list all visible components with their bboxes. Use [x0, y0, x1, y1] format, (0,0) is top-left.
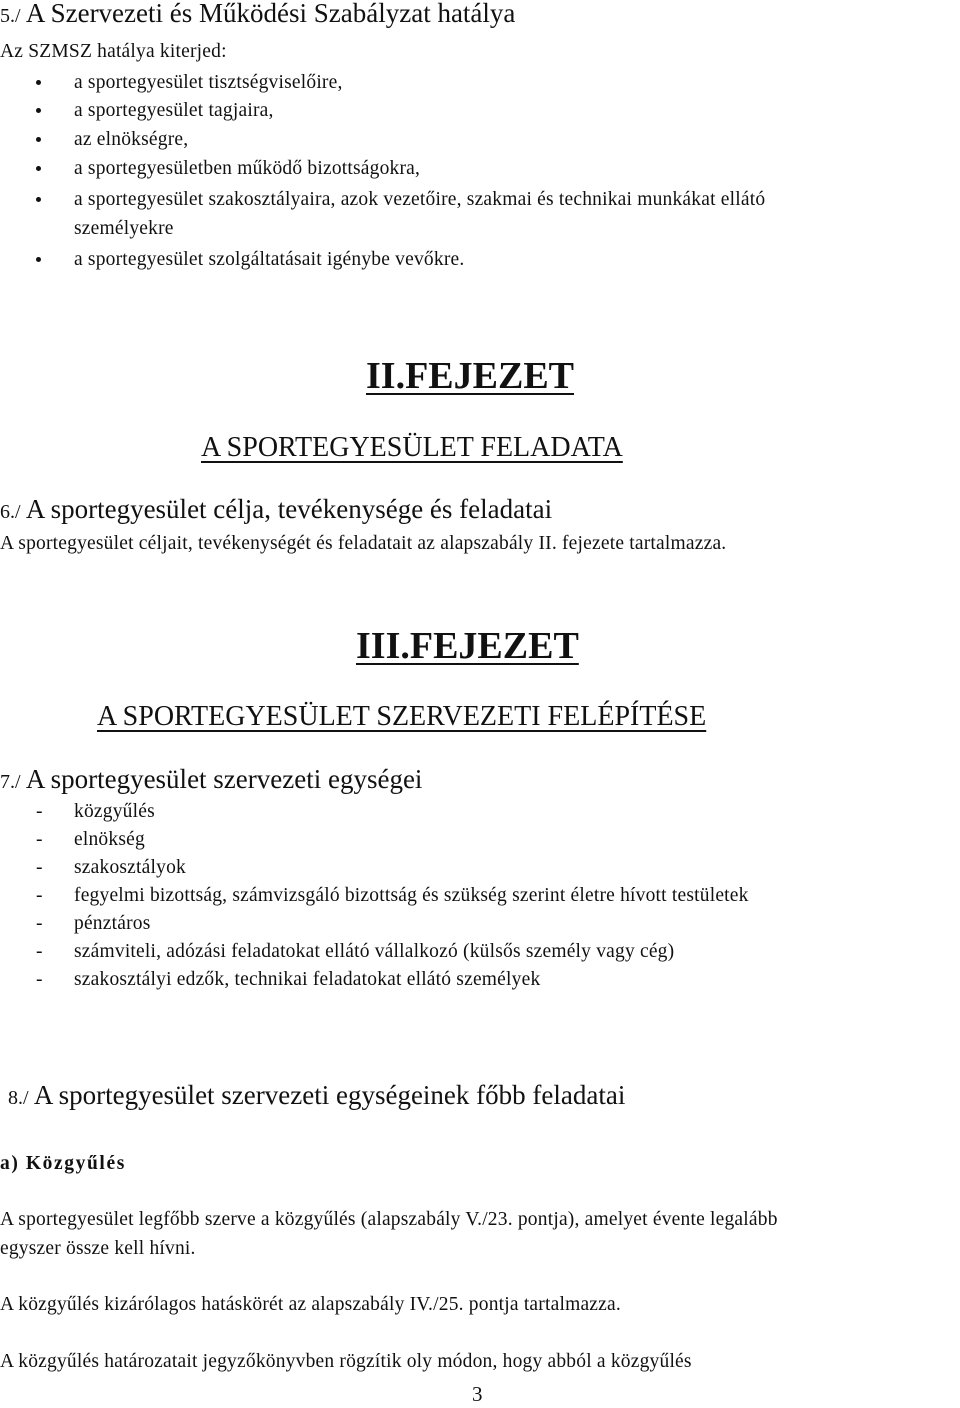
- section-8-number: 8./: [8, 1087, 29, 1109]
- bullet-icon: [36, 137, 41, 142]
- bullet-icon: [36, 257, 41, 262]
- paragraph-1-line-2: egyszer össze kell hívni.: [0, 1238, 196, 1259]
- chapter-2-subtitle: A SPORTEGYESÜLET FELADATA: [201, 432, 623, 463]
- page-number: 3: [472, 1382, 483, 1406]
- bullet-icon: [36, 80, 41, 85]
- paragraph-3: A közgyűlés határozatait jegyzőkönyvben rögzítik oly módon, hogy abból a közgyűlés: [0, 1351, 692, 1372]
- bullet-icon: [36, 108, 41, 113]
- chapter-3-title: III.FEJEZET: [356, 625, 579, 667]
- section-6-number: 6./: [0, 501, 21, 523]
- section-5-number: 5./: [0, 5, 21, 27]
- chapter-3-subtitle: A SPORTEGYESÜLET SZERVEZETI FELÉPÍTÉSE: [97, 701, 707, 732]
- section-7-heading: [0, 764, 422, 795]
- document-page: 5./ A Szervezeti és Működési Szabályzat hatálya Az SZMSZ hatálya kiterjed: a sportegyesület tisztségviselőire, a sportegyesület tagjaira, az elnökségre, a sportegyesületben működő bizottságokra, a sportegyesület szakosztályaira, azok vezetőire, szakmai és technikai munkákat ellátó személyekre a sportegyesület szolgáltatásait igénybe vevőkre. II.FEJEZET A SPORTEGYESÜLET FELADATA 6./ A sportegyesület célja, tevékenysége és feladatai A sportegyesület céljait, tevékenységét és feladatait az alapszabály II. fejezete tartalmazza. III.FEJEZET A SPORTEGYESÜLET SZERVEZETI FELÉPÍTÉSE 7./ A sportegyesület szervezeti egységei - közgyűlés - elnökség - szakosztályok - fegyelmi bizottság, számvizsgáló bizottság és szükség szerint életre hívott testületek - pénztáros - számviteli, adózási feladatokat ellátó vállalkozó (külsős személy vagy cég) - szakosztályi edzők, technikai feladatokat ellátó személyek 8./ A sportegyesület szervezeti egységeinek főbb feladatai a) Közgyűlés A sportegyesület legfőbb szerve a közgyűlés (alapszabály V./23. pontja), amelyet évente legalább egyszer össze kell hívni. A közgyűlés kizárólagos hatáskörét az alapszabály IV./25. pontja tartalmazza. A közgyűlés határozatait jegyzőkönyvben rögzítik oly módon, hogy abból a közgyűlés 3: [0, 0, 778, 1406]
- section-8-heading: [0, 1080, 625, 1111]
- subsection-a-heading: a) Közgyűlés: [0, 1153, 126, 1174]
- chapter-2-title: II.FEJEZET: [366, 355, 575, 397]
- section-5-intro: Az SZMSZ hatálya kiterjed:: [0, 41, 227, 62]
- section-5-title: A Szervezeti és Működési Szabályzat hatálya: [25, 0, 516, 28]
- section-5-heading: [0, 0, 515, 29]
- section-7-title: A sportegyesület szervezeti egységei: [25, 764, 423, 794]
- paragraph-2: A közgyűlés kizárólagos hatáskörét az alapszabály IV./25. pontja tartalmazza.: [0, 1294, 621, 1315]
- section-8-title: A sportegyesület szervezeti egységeinek főbb feladatai: [33, 1080, 626, 1110]
- section-6-title: A sportegyesület célja, tevékenysége és feladatai: [25, 494, 553, 524]
- section-6-heading: [0, 494, 552, 525]
- bullet-icon: [36, 166, 41, 171]
- paragraph-1-line-1: A sportegyesület legfőbb szerve a közgyűlés (alapszabály V./23. pontja), amelyet évente legalább: [0, 1209, 778, 1230]
- section-6-text: A sportegyesület céljait, tevékenységét és feladatait az alapszabály II. fejezete tartalmazza.: [0, 533, 727, 554]
- section-7-number: 7./: [0, 771, 21, 793]
- bullet-icon: [36, 197, 41, 202]
